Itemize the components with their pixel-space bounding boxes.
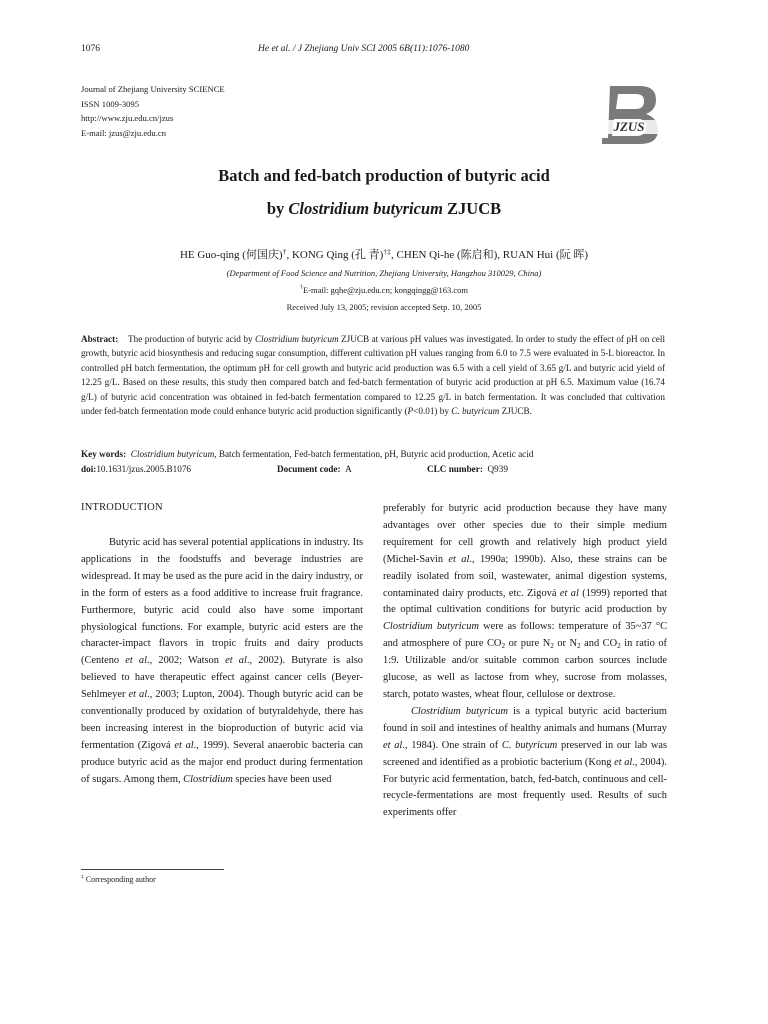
author-email: †E-mail: gqhe@zju.edu.cn; kongqingg@163.com (299, 285, 469, 295)
intro-paragraph-2: Clostridium butyricum is a typical butyric acid bacterium found in soil and intestines of healthy animals and humans (Murray et al., 1984). One strain of C. butyricum preserved in our lab was screened and identified as a probiotic bacterium (Kong et al., 2004). For butyric acid fermentation, batch, fed-batch, continuous and cell-recycle-fermentations are most frequently used. Results of such experiments offer (383, 705, 667, 819)
journal-name: Journal of Zhejiang University SCIENCE (81, 84, 225, 94)
intro-left-column (81, 535, 363, 789)
intro-paragraph-1: Butyric acid has several potential applications in industry. Its applications in the foodstuffs and beverage industries are widespread. It may be used as the pure acid in the dairy industry, or in the form of esters as a food additive to increase fruit fragrance. Furthermore, butyric acid could also have some important physiological functions. For example, butyric acid esters are the character-impact flavors in tropic fruits and dairy products (Centeno et al., 2002; Watson et al., 2002). Butyrate is also believed to have therapeutic effect against cancer cells (Beyer-Sehlmeyer et al., 2003; Lupton, 2004). Though butyric acid can be conventionally produced by oxidation of butyraldehyde, there has been increasing interest in the bioproduction of butyric acid via fermentation (Zigová et al., 1999). Several anaerobic bacteria can produce butyric acid as the major end product during fermentation of sugars. Among them, Clostridium species have been used (81, 537, 363, 785)
abstract-label: Abstract: (81, 334, 119, 344)
document-code: Document code: A (277, 464, 352, 474)
journal-issn: ISSN 1009-3095 (81, 98, 140, 109)
authors: HE Guo-qing (何国庆)†, KONG Qing (孔 青)†‡, CHEN Qi-he (陈启和), RUAN Hui (阮 晖) (179, 247, 589, 261)
jzus-logo (596, 82, 660, 148)
clc-number: CLC number: Q939 (427, 464, 508, 474)
footnote-divider (81, 869, 224, 870)
footnote-corresponding-author: ‡ Corresponding author (81, 874, 156, 884)
intro-paragraph-1-cont: preferably for butyric acid production because they have many advantages over other species due to their simple medium requirement for cell growth and relatively high product yield (Michel-Savin et al., 1990a; 1990b). Also, these strains can be readily isolated from soil, wastewater, animal digestion systems, contaminated dairy products, etc. Zigová et al (1999) reported that the optimal cultivation conditions for butyric acid production by Clostridium butyricum were as follows: temperature of 35~37 °C and atmosphere of pure $CO_2$ or pure $N_2$ or $N_2$ and $CO_2$ in ratio of 1:9. Utilizable and/or suitable common carbon sources include glucose, as well as lactose from whey, sucrose from molasses, starch, potato wastes, wheat flour, cellulose or dextrose. (383, 503, 668, 700)
page-number: 1076 (81, 44, 100, 54)
doi[interactable]: doi:10.1631/jzus.2005.B1076 (81, 464, 192, 474)
journal-info (81, 82, 225, 140)
received-date: Received July 13, 2005; revision accepted Setp. 10, 2005 (286, 302, 482, 312)
abstract: Abstract: The production of butyric acid by Clostridium butyricum ZJUCB at various pH values was investigated. In order to study the effect of pH on cell growth, butyric acid biosynthesis and reducing sugar consumption, different cultivation pH values ranging from 6.0 to 7.5 were evaluated in 5-L bioreactor. In controlled pH batch fermentation, the optimum pH for cell growth and butyric acid production was 6.5 with a cell yield of 3.65 g/L and butyric acid yield of 12.25 g/L. Based on these results, this study then compared batch and fed-batch fermentation of butyric acid production at pH 6.5. Maximum value (16.74 g/L) of butyric acid concentration was obtained in fed-batch fermentation compared to 12.25 g/L in batch fermentation. It was concluded that cultivation under fed-batch fermentation mode could enhance butyric acid production significantly (P<0.01) by C. butyricum ZJUCB. (81, 334, 665, 417)
running-head: He et al. / J Zhejiang Univ SCI 2005 6B(11):1076-1080 (258, 44, 470, 54)
journal-email[interactable]: E-mail: jzus@zju.edu.cn (81, 127, 166, 138)
paper-title-line1: Batch and fed-batch production of butyric acid (218, 166, 550, 185)
intro-right-column (383, 501, 667, 822)
logo-text: JZUS (613, 119, 645, 134)
affiliation: (Department of Food Science and Nutrition, Zhejiang University, Hangzhou 310029, China) (226, 268, 542, 278)
paper-title-line2: by Clostridium butyricum ZJUCB (266, 199, 502, 218)
journal-url[interactable]: http://www.zju.edu.cn/jzus (81, 113, 174, 123)
section-heading-introduction: INTRODUCTION (81, 502, 163, 513)
keywords: Key words: Clostridium butyricum, Batch fermentation, Fed-batch fermentation, pH, Butyric acid production, Acetic acid (81, 449, 534, 459)
